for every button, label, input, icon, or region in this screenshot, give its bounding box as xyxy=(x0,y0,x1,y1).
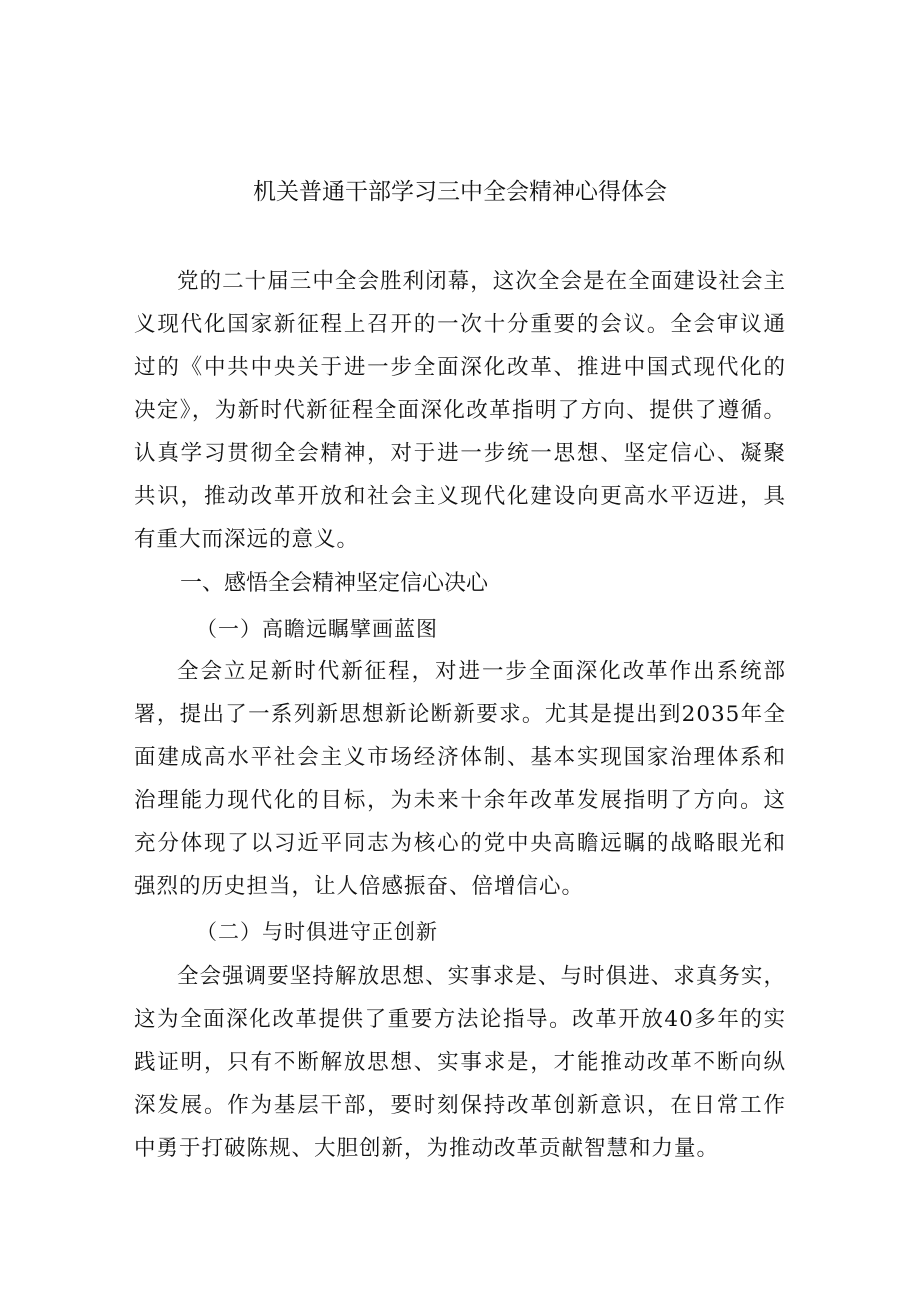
subsection-heading-1: （一）高瞻远瞩擘画蓝图 xyxy=(196,617,438,641)
intro-paragraph: 党的二十届三中全会胜利闭幕，这次全会是在全面建设社会主义现代化国家新征程上召开的一次十分重要的会议。全会审议通过的《中共中央关于进一步全面深化改革、推进中国式现代化的决定》，为新时代新征程全面深化改革指明了方向、提供了遵循。认真学习贯彻全会精神，对于进一步统一思想、坚定信心、凝聚共识，推动改革开放和社会主义现代化建设向更高水平迈进，具有重大而深远的意义。 xyxy=(134,269,786,552)
subsection-paragraph-2: 全会强调要坚持解放思想、实事求是、与时俱进、求真务实，这为全面深化改革提供了重要方法论指导。改革开放40多年的实践证明，只有不断解放思想、实事求是，才能推动改革不断向纵深发展。作为基层干部，要时刻保持改革创新意识，在日常工作中勇于打破陈规、大胆创新，为推动改革贡献智慧和力量。 xyxy=(134,964,786,1161)
section-heading-1: 一、感悟全会精神坚定信心决心 xyxy=(180,571,489,596)
subsection-heading-2: （二）与时俱进守正创新 xyxy=(196,920,438,944)
document-title: 机关普通干部学习三中全会精神心得体会 xyxy=(253,179,667,205)
subsection-paragraph-1: 全会立足新时代新征程，对进一步全面深化改革作出系统部署，提出了一系列新思想新论断新要求。尤其是提出到2035年全面建成高水平社会主义市场经济体制、基本实现国家治理体系和治理能力现代化的目标，为未来十余年改革发展指明了方向。这充分体现了以习近平同志为核心的党中央高瞻远瞩的战略眼光和强烈的历史担当，让人倍感振奋、倍增信心。 xyxy=(134,659,786,899)
